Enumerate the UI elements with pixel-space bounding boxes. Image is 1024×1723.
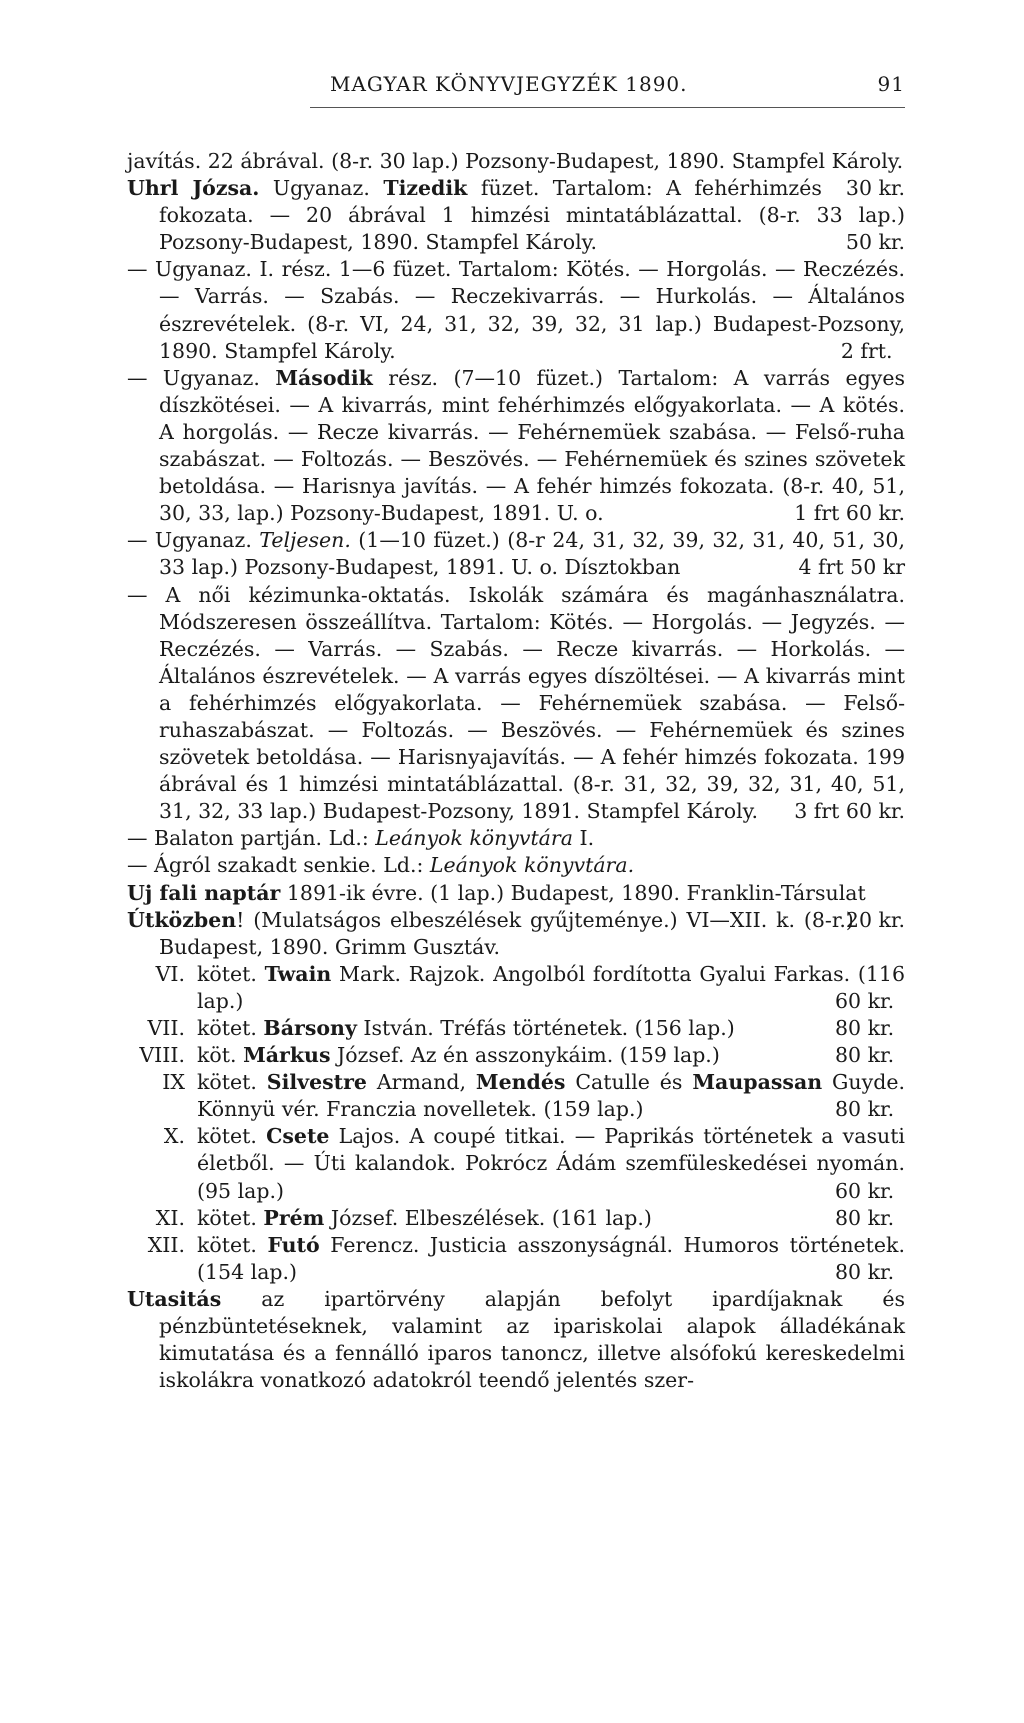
volume-number: VIII. [139, 1043, 185, 1068]
page-number: 91 [877, 72, 905, 96]
entry-text: — Ágról szakadt senkie. Ld.: [127, 853, 424, 878]
entry-text: Guyde. Könnyü vér. Franczia novelletek. (159 lap.) [197, 1070, 905, 1122]
entry-utasitas [127, 1286, 905, 1394]
entry-text: Ugyanaz. [272, 176, 370, 201]
entry-text: József. Elbeszélések. (161 lap.) [330, 1205, 652, 1230]
author-name: Csete [266, 1124, 330, 1149]
entry-text: István. Tréfás történetek. (156 lap.) [363, 1016, 735, 1040]
author-name: Prém [263, 1205, 325, 1230]
entry-uhrl-tizedik [127, 175, 905, 256]
entry-text: — Ugyanaz. [127, 528, 252, 553]
author-name: Márkus [243, 1043, 331, 1068]
entry-uhrl-teljesen [127, 527, 905, 581]
entry-text: (1—10 füzet.) (8-r 24, 31, 32, 39, 32, 31, 40, 51, 30, 33 lap.) Pozsony-Budapest, 1891. U. o. Dísztokban [159, 528, 905, 580]
entry-noi-kezimunka [127, 582, 905, 826]
entry-utkozben [127, 907, 905, 961]
entry-emphasis: Második [275, 365, 373, 390]
entry-price: 4 frt 50 kr [798, 555, 905, 580]
volume-xi [127, 1205, 905, 1232]
entry-text: Lajos. A coupé titkai. — Paprikás történetek a vasuti életből. — Úti kalandok. Pokrócz Ádám szemfüleskedései nyomán. (95 lap.) [197, 1124, 905, 1203]
entry-text: ! (Mulatságos elbeszélések gyűjteménye.) VI—XII. k. (8-r.) Budapest, 1890. Grimm Gusztáv. [159, 907, 854, 959]
entry-text: kötet. [197, 1016, 257, 1040]
volume-number: VII. [147, 1016, 185, 1040]
volume-vii [127, 1015, 905, 1042]
running-title: MAGYAR KÖNYVJEGYZÉK 1890. [330, 72, 688, 96]
entry-emphasis: Teljesen. [259, 528, 351, 553]
volume-ix [127, 1069, 905, 1123]
entry-price: 80 kr. [835, 1016, 895, 1040]
entry-price: 50 kr. [845, 230, 905, 255]
header-rule [310, 107, 905, 108]
entry-text: Catulle és [575, 1070, 683, 1095]
author-name: Futó [267, 1232, 320, 1257]
catalogue-body [127, 148, 905, 1394]
entry-text: — Ugyanaz. [127, 365, 260, 390]
author-name: Twain [264, 961, 332, 986]
entry-balaton [127, 825, 905, 852]
entry-price: 80 kr. [835, 1043, 895, 1068]
volume-viii [127, 1042, 905, 1069]
entry-text: javítás. 22 ábrával. (8-r. 30 lap.) Pozsony-Budapest, 1890. Stampfel Károly. [127, 149, 904, 173]
entry-text: füzet. Tartalom: A fehérhimzés fokozata. — 20 ábrával 1 himzési mintatáblázattal. (8-r. 33 lap.) Pozsony-Budapest, 1890. Stampfel Károly. [159, 176, 905, 255]
volume-number: XII. [147, 1232, 185, 1257]
entry-title: Útközben [127, 907, 237, 932]
entry-agrol [127, 852, 905, 879]
entry-price: 60 kr. [835, 988, 895, 1013]
entry-text: kötet. [197, 1232, 257, 1257]
entry-price: 80 kr. [835, 1097, 895, 1122]
entry-title: Uj fali naptár [127, 880, 281, 905]
entry-text: Ferencz. Justicia asszonyságnál. Humoros történetek. (154 lap.) [197, 1232, 905, 1284]
entry-price: 80 kr. [835, 1259, 895, 1284]
entry-text: kötet. [197, 1124, 257, 1149]
entry-price: 30 kr. [845, 176, 905, 201]
entry-price: 1 frt 60 kr. [794, 501, 905, 526]
entry-text: kötet. [197, 1205, 257, 1230]
author-name: Mendés [475, 1070, 566, 1095]
entry-text: kötet. [197, 1070, 257, 1095]
entry-price: 80 kr. [835, 1205, 895, 1230]
entry-title: Utasitás [127, 1286, 222, 1311]
volume-x [127, 1123, 905, 1204]
volume-number: IX [162, 1070, 185, 1095]
entry-text: — Ugyanaz. I. rész. 1—6 füzet. Tartalom: Kötés. — Horgolás. — Reczézés. — Varrás. — Szabás. — Reczekivarrás. — Hurkolás. — Általános észrevételek. (8-r. VI, 24, 31, 32, 39, 32, 31 lap.) Budapest-Pozsony, 1890. Stampfel Károly. [127, 257, 905, 363]
entry-text: Mark. Rajzok. Angolból fordította Gyalui Farkas. (116 lap.) [197, 961, 905, 1013]
author-name: Maupassan [692, 1070, 823, 1095]
entry-price: 20 kr. [845, 907, 905, 932]
entry-text: Armand, [376, 1070, 466, 1095]
entry-uhrl-i-resz [127, 256, 905, 364]
volume-xii [127, 1232, 905, 1286]
entry-emphasis: Tizedik [383, 176, 468, 201]
author-name: Bársony [263, 1016, 357, 1040]
volume-number: X. [163, 1124, 185, 1149]
author-name: Uhrl Józsa. [127, 176, 260, 201]
entry-price: 2 frt. [840, 338, 893, 363]
volume-vi [127, 961, 905, 1015]
cross-reference: Leányok könyvtára. [429, 853, 635, 878]
entry-text: I. [579, 826, 595, 851]
entry-uhrl-masodik [127, 365, 905, 528]
volume-number: VI. [155, 961, 185, 986]
entry-price: 60 kr. [835, 1178, 895, 1203]
entry-text: kötet. [197, 961, 257, 986]
entry-text: köt. [197, 1043, 237, 1068]
entry-text: — Balaton partján. Ld.: [127, 826, 369, 851]
entry-text: rész. (7—10 füzet.) Tartalom: A varrás egyes díszkötései. — A kivarrás, mint fehérhimzés előgyakorlata. — A kötés. A horgolás. — Recze kivarrás. — Fehérnemüek szabása. — Felső-ruha szabászat. — Foltozás. — Beszövés. — Fehérnemüek és szines szövetek betoldása. — Harisnya javítás. — A fehér himzés fokozata. (8-r. 40, 51, 30, 33, lap.) Pozsony-Budapest, 1891. U. o. [159, 365, 905, 526]
entry-text: József. Az én asszonykáim. (159 lap.) [337, 1043, 720, 1068]
entry-text: az ipartörvény alapján befolyt ipardíjaknak és pénzbüntetéseknek, valamint az ipariskolai alapok álladékának kimutatása és a fennálló iparos tanoncz, illetve alsófokú kereskedelmi iskolákra vonatkozó adatokról teendő jelentés szer- [159, 1286, 905, 1393]
cross-reference: Leányok könyvtára [375, 826, 573, 851]
entry-price: 3 frt 60 kr. [794, 799, 905, 824]
author-name: Silvestre [266, 1070, 367, 1095]
entry-text: 1891-ik évre. (1 lap.) Budapest, 1890. Franklin-Társulat [286, 880, 866, 905]
volume-number: XI. [155, 1205, 185, 1230]
entry-text: — A női kézimunka-oktatás. Iskolák számára és magánhasználatra. Módszeresen összeállítva. Tartalom: Kötés. — Horgolás. — Jegyzés. — Reczézés. — Varrás. — Szabás. — Recze kivarrás. — Horkolás. — Általános észrevételek. — A varrás egyes díszöltései. — A kivarrás mint a fehérhimzés előgyakorlata. — Fehérnemüek szabása. — Felső-ruhaszabászat. — Foltozás. — Beszövés. — Fehérnemüek és szines szövetek betoldása. — Harisnyajavítás. — A fehér himzés fokozata. 199 ábrával és 1 himzési mintatáblázattal. (8-r. 31, 32, 39, 32, 31, 40, 51, 31, 32, 33 lap.) Budapest-Pozsony, 1891. Stampfel Károly. [127, 582, 905, 824]
running-header [120, 72, 905, 104]
